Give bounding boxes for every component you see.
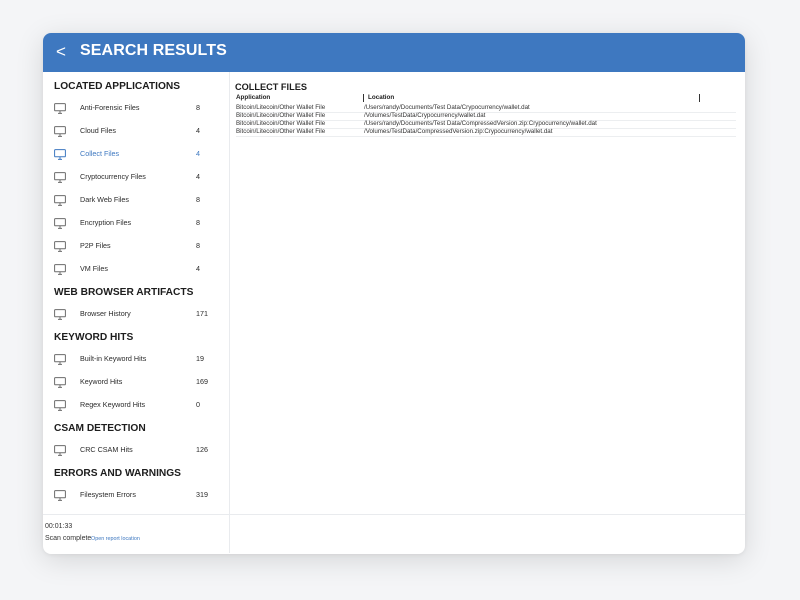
section-heading: ERRORS AND WARNINGS: [54, 468, 181, 479]
section-heading: WEB BROWSER ARTIFACTS: [54, 287, 194, 298]
sidebar-item-browser-history[interactable]: [43, 304, 229, 326]
monitor-icon: [54, 445, 66, 456]
open-report-location-link[interactable]: Open report location: [91, 536, 140, 542]
sidebar-item-label: Anti-Forensic Files: [80, 103, 140, 112]
sidebar-item-count: 4: [196, 264, 200, 273]
cell-application: Bitcoin/Litecoin/Other Wallet File: [236, 120, 326, 127]
sidebar-item-count: 0: [196, 400, 200, 409]
section-heading: LOCATED APPLICATIONS: [54, 81, 181, 92]
cell-application: Bitcoin/Litecoin/Other Wallet File: [236, 128, 326, 135]
page-title: SEARCH RESULTS: [80, 42, 227, 59]
sidebar-item-label: Browser History: [80, 309, 131, 318]
column-resize-handle[interactable]: [699, 94, 700, 102]
monitor-icon: [54, 241, 66, 252]
monitor-icon: [54, 172, 66, 183]
sidebar-item-count: 4: [196, 126, 200, 135]
monitor-icon: [54, 309, 66, 320]
monitor-icon: [54, 490, 66, 501]
sidebar-item-count: 319: [196, 490, 208, 499]
sidebar-item-label: Dark Web Files: [80, 195, 129, 204]
sidebar: [43, 72, 230, 553]
sidebar-item-cloud-files[interactable]: [43, 121, 229, 143]
results-panel: [230, 72, 745, 553]
title-bar: [43, 33, 745, 72]
sidebar-item-label: Cloud Files: [80, 126, 116, 135]
column-header-location[interactable]: Location: [368, 94, 395, 101]
monitor-icon: [54, 218, 66, 229]
sidebar-item-count: 8: [196, 241, 200, 250]
results-title: COLLECT FILES: [235, 82, 307, 92]
monitor-icon: [54, 264, 66, 275]
sidebar-item-count: 19: [196, 354, 204, 363]
cell-application: Bitcoin/Litecoin/Other Wallet File: [236, 104, 326, 111]
sidebar-item-label: P2P Files: [80, 241, 111, 250]
sidebar-item-anti-forensic-files[interactable]: [43, 98, 229, 120]
sidebar-item-label: CRC CSAM Hits: [80, 445, 133, 454]
sidebar-item-count: 4: [196, 172, 200, 181]
sidebar-item-regex-keyword-hits[interactable]: [43, 395, 229, 417]
sidebar-item-collect-files[interactable]: [43, 144, 229, 166]
sidebar-item-label: Filesystem Errors: [80, 490, 136, 499]
sidebar-item-encryption-files[interactable]: [43, 213, 229, 235]
status-bar: [43, 514, 745, 554]
sidebar-item-p2p-files[interactable]: [43, 236, 229, 258]
section-heading: CSAM DETECTION: [54, 423, 146, 434]
monitor-icon: [54, 354, 66, 365]
sidebar-item-count: 171: [196, 309, 208, 318]
sidebar-item-label: Regex Keyword Hits: [80, 400, 146, 409]
back-button[interactable]: [51, 40, 71, 64]
table-row[interactable]: [236, 128, 736, 137]
sidebar-item-label: Keyword Hits: [80, 377, 123, 386]
sidebar-item-cryptocurrency-files[interactable]: [43, 167, 229, 189]
sidebar-item-keyword-hits[interactable]: [43, 372, 229, 394]
column-resize-handle[interactable]: [363, 94, 364, 102]
sidebar-item-count: 169: [196, 377, 208, 386]
sidebar-item-label: Encryption Files: [80, 218, 132, 227]
monitor-icon: [54, 377, 66, 388]
sidebar-item-label: Cryptocurrency Files: [80, 172, 146, 181]
monitor-icon: [54, 400, 66, 411]
sidebar-item-dark-web-files[interactable]: [43, 190, 229, 212]
scan-status: Scan complete: [45, 535, 92, 542]
sidebar-item-filesystem-errors[interactable]: [43, 485, 229, 507]
sidebar-item-count: 4: [196, 149, 200, 158]
cell-application: Bitcoin/Litecoin/Other Wallet File: [236, 112, 326, 119]
sidebar-item-count: 8: [196, 218, 200, 227]
cell-location: /Volumes/TestData/Crypocurrency/wallet.dat: [364, 112, 486, 119]
cell-location: /Users/randy/Documents/Test Data/Crypocurrency/wallet.dat: [364, 104, 530, 111]
monitor-icon: [54, 126, 66, 137]
monitor-icon: [54, 103, 66, 114]
chevron-left-icon: <: [56, 42, 66, 61]
sidebar-item-label: Built-in Keyword Hits: [80, 354, 147, 363]
sidebar-item-count: 126: [196, 445, 208, 454]
monitor-icon: [54, 149, 66, 160]
column-header-application[interactable]: Application: [236, 94, 271, 101]
sidebar-item-label: VM Files: [80, 264, 108, 273]
sidebar-item-crc-csam-hits[interactable]: [43, 440, 229, 462]
monitor-icon: [54, 195, 66, 206]
sidebar-item-count: 8: [196, 195, 200, 204]
sidebar-item-label: Collect Files: [80, 149, 120, 158]
sidebar-item-vm-files[interactable]: [43, 259, 229, 281]
app-window: [43, 33, 745, 554]
sidebar-item-count: 8: [196, 103, 200, 112]
section-heading: KEYWORD HITS: [54, 332, 134, 343]
elapsed-time: 00:01:33: [45, 523, 73, 530]
sidebar-item-built-in-keyword-hits[interactable]: [43, 349, 229, 371]
cell-location: /Volumes/TestData/CompressedVersion.zip:Crypocurrency/wallet.dat: [364, 128, 553, 135]
cell-location: /Users/randy/Documents/Test Data/CompressedVersion.zip:Crypocurrency/wallet.dat: [364, 120, 597, 127]
